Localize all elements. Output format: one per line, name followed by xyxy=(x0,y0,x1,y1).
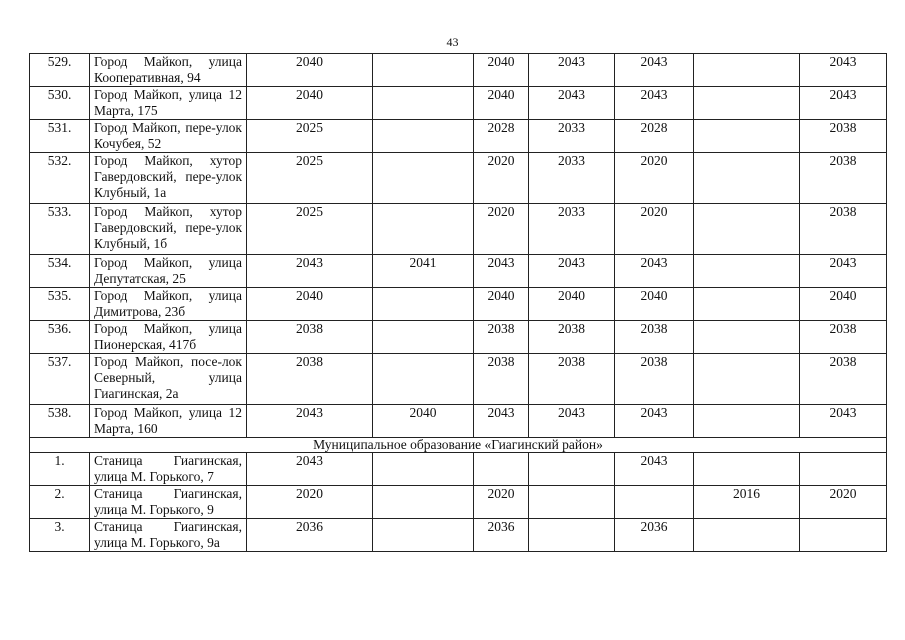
section-header-body xyxy=(30,438,887,453)
year-cell xyxy=(529,519,615,552)
year-cell: 2038 xyxy=(529,321,615,354)
year-cell: 2043 xyxy=(247,255,373,288)
year-cell: 2038 xyxy=(800,153,887,204)
address-cell: Город Майкоп, посе-лок Северный, улица Гиагинская, 2а xyxy=(90,354,247,405)
year-cell: 2038 xyxy=(800,204,887,255)
year-cell: 2043 xyxy=(615,87,694,120)
year-cell: 2025 xyxy=(247,120,373,153)
year-cell xyxy=(373,204,474,255)
year-cell: 2033 xyxy=(529,204,615,255)
year-cell: 2043 xyxy=(800,54,887,87)
year-cell: 2028 xyxy=(474,120,529,153)
year-cell: 2043 xyxy=(529,255,615,288)
year-cell xyxy=(694,153,800,204)
year-cell: 2043 xyxy=(529,87,615,120)
year-cell: 2040 xyxy=(615,288,694,321)
section-row xyxy=(30,438,887,453)
table-row xyxy=(30,153,887,204)
year-cell: 2041 xyxy=(373,255,474,288)
row-number-cell: 533. xyxy=(30,204,90,255)
year-cell xyxy=(694,288,800,321)
row-number-cell: 536. xyxy=(30,321,90,354)
year-cell: 2036 xyxy=(615,519,694,552)
page-number: 43 xyxy=(446,35,459,49)
year-cell: 2043 xyxy=(474,255,529,288)
year-cell xyxy=(694,87,800,120)
address-cell: Город Майкоп, хутор Гавердовский, пере-улок Клубный, 1б xyxy=(90,204,247,255)
table-row xyxy=(30,255,887,288)
year-cell: 2016 xyxy=(694,486,800,519)
year-cell: 2040 xyxy=(247,87,373,120)
year-cell: 2043 xyxy=(474,405,529,438)
address-cell: Город Майкоп, пере-улок Кочубея, 52 xyxy=(90,120,247,153)
section-title: Муниципальное образование «Гиагинский район» xyxy=(30,438,887,453)
year-cell xyxy=(694,453,800,486)
year-cell: 2036 xyxy=(247,519,373,552)
address-cell: Город Майкоп, улица Депутатская, 25 xyxy=(90,255,247,288)
year-cell: 2040 xyxy=(474,54,529,87)
table-row xyxy=(30,486,887,519)
year-cell xyxy=(474,453,529,486)
year-cell xyxy=(694,204,800,255)
year-cell: 2020 xyxy=(474,204,529,255)
year-cell: 2020 xyxy=(474,153,529,204)
year-cell: 2033 xyxy=(529,153,615,204)
year-cell xyxy=(373,153,474,204)
year-cell: 2020 xyxy=(615,153,694,204)
year-cell: 2038 xyxy=(247,321,373,354)
year-cell: 2040 xyxy=(474,288,529,321)
year-cell xyxy=(373,54,474,87)
year-cell xyxy=(615,486,694,519)
year-cell: 2043 xyxy=(800,255,887,288)
row-number-cell: 529. xyxy=(30,54,90,87)
year-cell: 2028 xyxy=(615,120,694,153)
year-cell: 2040 xyxy=(529,288,615,321)
year-cell xyxy=(800,519,887,552)
table-body-bottom xyxy=(30,453,887,552)
year-cell: 2038 xyxy=(474,321,529,354)
table-row xyxy=(30,120,887,153)
year-cell: 2043 xyxy=(247,405,373,438)
address-cell: Станица Гиагинская, улица М. Горького, 7 xyxy=(90,453,247,486)
year-cell: 2043 xyxy=(247,453,373,486)
year-cell: 2033 xyxy=(529,120,615,153)
table-row xyxy=(30,453,887,486)
year-cell: 2025 xyxy=(247,204,373,255)
table-row xyxy=(30,288,887,321)
year-cell: 2020 xyxy=(800,486,887,519)
year-cell: 2043 xyxy=(615,405,694,438)
table-row xyxy=(30,519,887,552)
row-number-cell: 538. xyxy=(30,405,90,438)
year-cell: 2036 xyxy=(474,519,529,552)
year-cell xyxy=(694,354,800,405)
year-cell: 2020 xyxy=(615,204,694,255)
year-cell xyxy=(373,120,474,153)
table-row xyxy=(30,87,887,120)
year-cell xyxy=(694,54,800,87)
year-cell xyxy=(694,255,800,288)
year-cell: 2038 xyxy=(247,354,373,405)
year-cell xyxy=(529,453,615,486)
address-cell: Станица Гиагинская, улица М. Горького, 9а xyxy=(90,519,247,552)
year-cell xyxy=(373,453,474,486)
year-cell xyxy=(694,519,800,552)
year-cell: 2043 xyxy=(529,54,615,87)
year-cell: 2040 xyxy=(373,405,474,438)
table-row xyxy=(30,204,887,255)
year-cell: 2040 xyxy=(247,54,373,87)
row-number-cell: 535. xyxy=(30,288,90,321)
year-cell xyxy=(373,288,474,321)
table-row xyxy=(30,354,887,405)
year-cell xyxy=(373,321,474,354)
row-number-cell: 532. xyxy=(30,153,90,204)
year-cell xyxy=(373,486,474,519)
year-cell xyxy=(373,354,474,405)
year-cell: 2040 xyxy=(247,288,373,321)
year-cell xyxy=(529,486,615,519)
year-cell: 2038 xyxy=(800,354,887,405)
year-cell: 2043 xyxy=(800,87,887,120)
row-number-cell: 531. xyxy=(30,120,90,153)
housing-registry-table xyxy=(29,53,887,552)
address-cell: Город Майкоп, улица 12 Марта, 160 xyxy=(90,405,247,438)
year-cell: 2038 xyxy=(615,354,694,405)
year-cell xyxy=(694,405,800,438)
year-cell: 2043 xyxy=(615,54,694,87)
address-cell: Город Майкоп, улица 12 Марта, 175 xyxy=(90,87,247,120)
year-cell: 2040 xyxy=(474,87,529,120)
year-cell xyxy=(800,453,887,486)
row-number-cell: 534. xyxy=(30,255,90,288)
row-number-cell: 3. xyxy=(30,519,90,552)
year-cell xyxy=(694,321,800,354)
year-cell xyxy=(694,120,800,153)
year-cell: 2038 xyxy=(474,354,529,405)
year-cell: 2038 xyxy=(800,321,887,354)
year-cell: 2043 xyxy=(529,405,615,438)
year-cell: 2025 xyxy=(247,153,373,204)
address-cell: Город Майкоп, улица Кооперативная, 94 xyxy=(90,54,247,87)
table-row xyxy=(30,321,887,354)
row-number-cell: 1. xyxy=(30,453,90,486)
table-body-top xyxy=(30,54,887,438)
year-cell: 2038 xyxy=(529,354,615,405)
year-cell: 2038 xyxy=(615,321,694,354)
address-cell: Город Майкоп, хутор Гавердовский, пере-улок Клубный, 1а xyxy=(90,153,247,204)
year-cell: 2020 xyxy=(474,486,529,519)
table-row xyxy=(30,405,887,438)
year-cell: 2043 xyxy=(800,405,887,438)
address-cell: Город Майкоп, улица Димитрова, 23б xyxy=(90,288,247,321)
row-number-cell: 2. xyxy=(30,486,90,519)
year-cell xyxy=(373,519,474,552)
year-cell: 2020 xyxy=(247,486,373,519)
address-cell: Станица Гиагинская, улица М. Горького, 9 xyxy=(90,486,247,519)
year-cell: 2040 xyxy=(800,288,887,321)
row-number-cell: 530. xyxy=(30,87,90,120)
table-row xyxy=(30,54,887,87)
year-cell xyxy=(373,87,474,120)
year-cell: 2043 xyxy=(615,453,694,486)
year-cell: 2043 xyxy=(615,255,694,288)
year-cell: 2038 xyxy=(800,120,887,153)
address-cell: Город Майкоп, улица Пионерская, 417б xyxy=(90,321,247,354)
row-number-cell: 537. xyxy=(30,354,90,405)
